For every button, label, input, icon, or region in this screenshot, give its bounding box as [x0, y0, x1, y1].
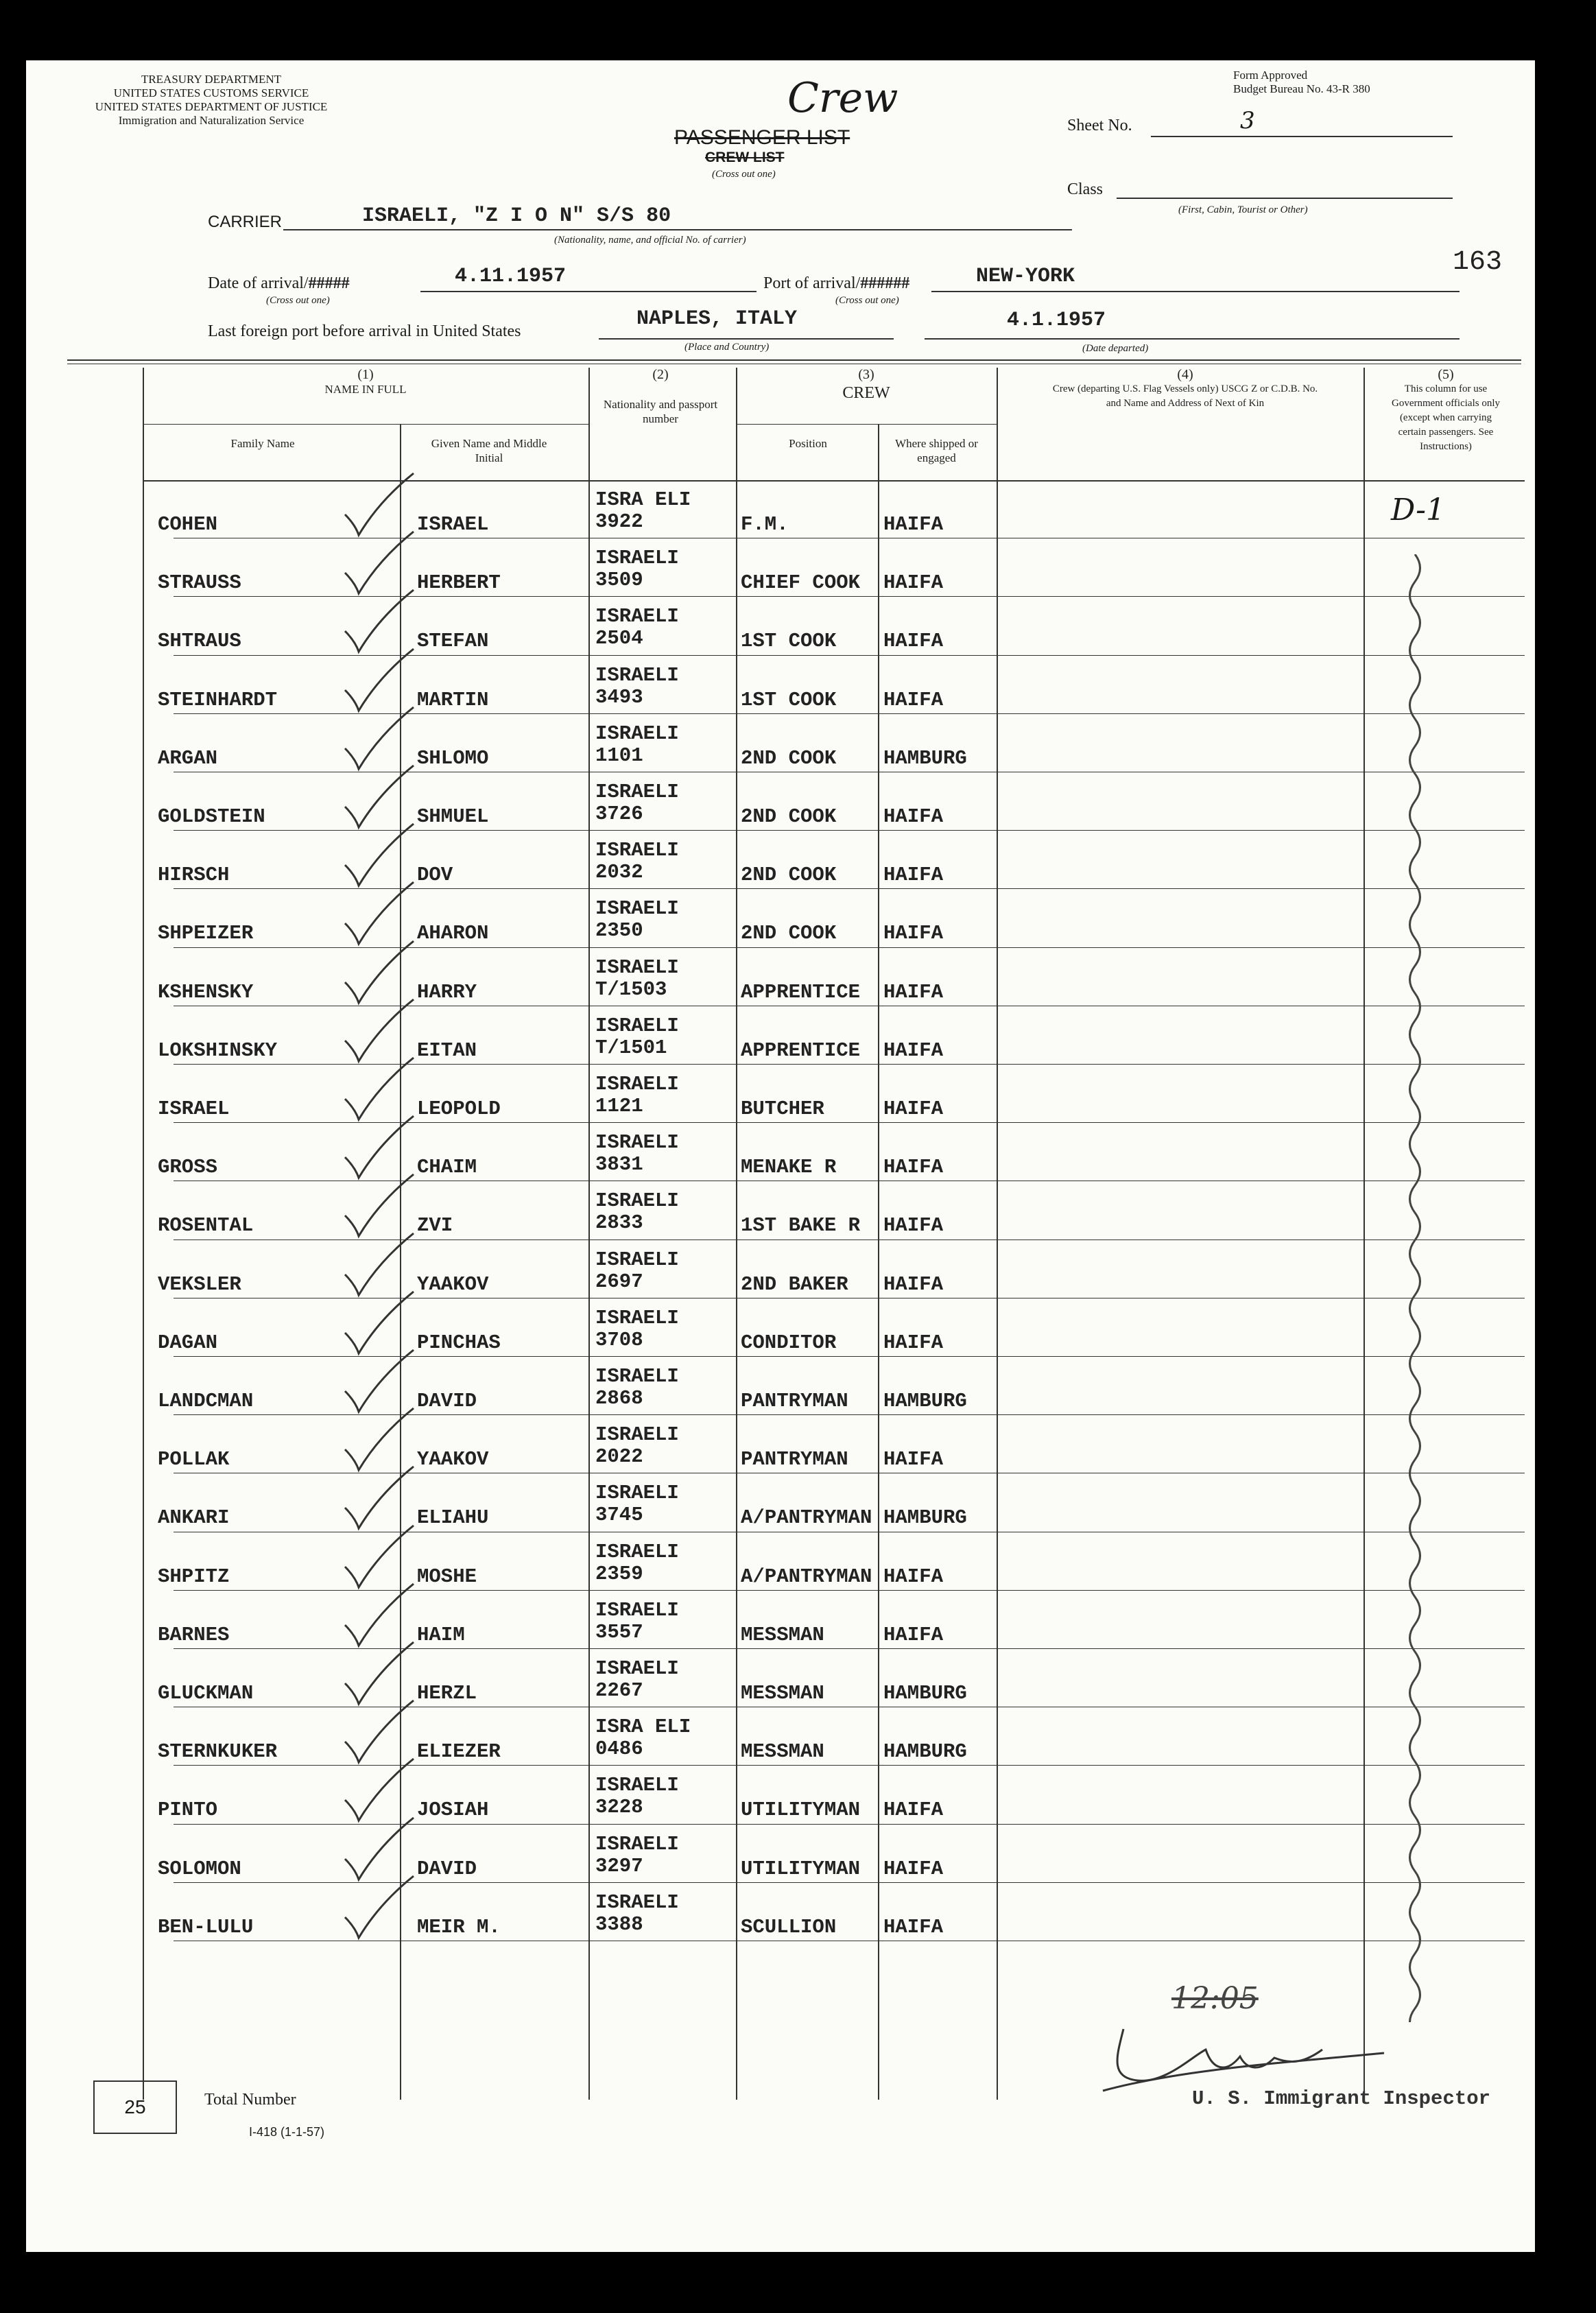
cell-family: DAGAN	[158, 1331, 218, 1354]
cell-family: SHPEIZER	[158, 922, 254, 945]
cell-where: HAIFA	[883, 1214, 944, 1237]
column5-mark: D-1	[1391, 493, 1445, 527]
cell-where: HAIFA	[883, 1857, 944, 1880]
cell-given: PINCHAS	[417, 1331, 501, 1354]
cell-position: MESSMAN	[741, 1623, 824, 1646]
check-mark	[338, 1869, 420, 1945]
crew-list-label: CREW LIST	[705, 150, 785, 165]
total-box	[93, 2080, 177, 2134]
cell-family: POLLAK	[158, 1448, 230, 1471]
col3-number: (3)	[858, 367, 874, 382]
cell-given: AHARON	[417, 922, 489, 945]
cell-passport: 2267	[595, 1679, 643, 1702]
cell-passport: 3509	[595, 569, 643, 592]
cell-position: A/PANTRYMAN	[741, 1506, 872, 1530]
cell-family: VEKSLER	[158, 1272, 241, 1296]
cell-position: MESSMAN	[741, 1682, 824, 1705]
last-port-hint: (Place and Country)	[684, 342, 770, 353]
col4-number: (4)	[1177, 367, 1193, 382]
cell-passport: 3557	[595, 1620, 643, 1644]
cell-nat: ISRAELI	[595, 1598, 679, 1622]
cell-given: ELIAHU	[417, 1506, 489, 1530]
cell-where: HAIFA	[883, 1448, 944, 1471]
cell-where: HAIFA	[883, 805, 944, 828]
where-shipped-header: Where shipped or engaged	[895, 437, 978, 464]
cell-given: CHAIM	[417, 1156, 477, 1179]
total-number-label: Total Number	[204, 2091, 296, 2109]
cell-family: GOLDSTEIN	[158, 805, 265, 828]
col3-title: CREW	[842, 384, 890, 402]
cell-where: HAIFA	[883, 864, 944, 887]
cell-family: ROSENTAL	[158, 1214, 254, 1237]
port-arrival-struck: ######	[860, 274, 910, 292]
port-arrival-value: NEW-YORK	[976, 265, 1075, 288]
cell-nat: ISRA ELI	[595, 1716, 691, 1739]
cell-given: YAAKOV	[417, 1448, 489, 1471]
cell-position: 2ND COOK	[741, 922, 837, 945]
cell-passport: 2868	[595, 1387, 643, 1410]
date-departed-hint: (Date departed)	[1082, 343, 1149, 354]
cell-nat: ISRAELI	[595, 1306, 679, 1329]
class-label: Class	[1067, 180, 1104, 198]
col1-title: NAME IN FULL	[324, 383, 407, 396]
cell-family: GROSS	[158, 1156, 218, 1179]
cell-nat: ISRAELI	[595, 1131, 679, 1154]
cell-given: HERZL	[417, 1682, 477, 1705]
cell-nat: ISRAELI	[595, 1657, 679, 1680]
cell-where: HAIFA	[883, 1272, 944, 1296]
cell-family: SHTRAUS	[158, 630, 241, 653]
cell-position: CHIEF COOK	[741, 571, 861, 595]
cell-family: COHEN	[158, 513, 218, 536]
cell-position: APPRENTICE	[741, 1039, 861, 1062]
cell-nat: ISRAELI	[595, 1248, 679, 1271]
cell-given: EITAN	[417, 1039, 477, 1062]
cell-where: HAIFA	[883, 1623, 944, 1646]
cell-family: STEINHARDT	[158, 688, 278, 711]
cell-nat: ISRAELI	[595, 956, 679, 979]
cell-given: MARTIN	[417, 688, 489, 711]
cell-given: SHLOMO	[417, 746, 489, 770]
cell-given: SHMUEL	[417, 805, 489, 828]
cell-family: PINTO	[158, 1799, 218, 1822]
cell-where: HAIFA	[883, 1565, 944, 1588]
cell-given: ISRAEL	[417, 513, 489, 536]
cell-where: HAIFA	[883, 1156, 944, 1179]
cell-nat: ISRAELI	[595, 1073, 679, 1095]
cell-passport: T/1501	[595, 1036, 667, 1059]
cell-family: LANDCMAN	[158, 1390, 254, 1412]
cell-where: HAIFA	[883, 1915, 944, 1938]
last-port-label: Last foreign port before arrival in United States	[208, 322, 521, 340]
date-arrival-struck: #####	[308, 274, 350, 292]
cell-passport: 2350	[595, 919, 643, 942]
cell-passport: 0486	[595, 1737, 643, 1761]
cell-nat: ISRA ELI	[595, 488, 691, 511]
cell-position: PANTRYMAN	[741, 1390, 848, 1412]
cell-passport: 2022	[595, 1445, 643, 1469]
cell-position: 1ST BAKE R	[741, 1214, 861, 1237]
inspector-label: U. S. Immigrant Inspector	[1192, 2087, 1491, 2110]
cell-nat: ISRAELI	[595, 1832, 679, 1855]
cell-family: ISRAEL	[158, 1098, 230, 1120]
cell-passport: 3228	[595, 1796, 643, 1819]
total-number-value: 25	[124, 2096, 146, 2118]
cell-nat: ISRAELI	[595, 839, 679, 862]
cell-given: ELIEZER	[417, 1740, 501, 1764]
cell-nat: ISRAELI	[595, 605, 679, 628]
cell-nat: ISRAELI	[595, 547, 679, 570]
cell-position: F.M.	[741, 513, 789, 536]
cell-position: 1ST COOK	[741, 630, 837, 653]
cell-passport: 3922	[595, 510, 643, 533]
cell-where: HAIFA	[883, 1331, 944, 1354]
cell-given: ZVI	[417, 1214, 453, 1237]
family-name-header: Family Name	[230, 437, 295, 450]
cell-position: MENAKE R	[741, 1156, 837, 1179]
given-name-header: Given Name and Middle Initial	[431, 437, 547, 464]
carrier-hint: (Nationality, name, and official No. of carrier)	[554, 235, 746, 246]
cross-out-hint: (Cross out one)	[712, 169, 776, 180]
struck-note: 12:05	[1171, 1981, 1259, 2016]
carrier-label: CARRIER	[208, 213, 283, 231]
cell-position: 2ND BAKER	[741, 1272, 848, 1296]
col4-title: Crew (departing U.S. Flag Vessels only) USCG Z or C.D.B. No. and Name and Address of Next of Kin	[1052, 383, 1318, 409]
cell-given: MOSHE	[417, 1565, 477, 1588]
cell-position: BUTCHER	[741, 1098, 824, 1120]
cell-given: HERBERT	[417, 571, 501, 595]
cell-family: STRAUSS	[158, 571, 241, 595]
cell-given: LEOPOLD	[417, 1098, 501, 1120]
cell-position: 2ND COOK	[741, 805, 837, 828]
cell-passport: 2833	[595, 1211, 643, 1235]
cell-passport: 2697	[595, 1270, 643, 1293]
cell-where: HAIFA	[883, 688, 944, 711]
cell-given: DAVID	[417, 1857, 477, 1880]
last-port-value: NAPLES, ITALY	[636, 307, 798, 331]
cell-where: HAMBURG	[883, 1506, 967, 1530]
cell-family: LOKSHINSKY	[158, 1039, 278, 1062]
col1-number: (1)	[357, 367, 374, 382]
crew-list-form	[26, 60, 1535, 2252]
port-arrival-hint: (Cross out one)	[835, 295, 899, 306]
cell-where: HAIFA	[883, 922, 944, 945]
date-arrival-label	[208, 274, 350, 293]
cell-given: HAIM	[417, 1623, 465, 1646]
cell-position: MESSMAN	[741, 1740, 824, 1764]
cell-family: ARGAN	[158, 746, 218, 770]
cell-position: CONDITOR	[741, 1331, 837, 1354]
cell-where: HAMBURG	[883, 1740, 967, 1764]
cell-passport: 2032	[595, 861, 643, 884]
agency-line: UNITED STATES DEPARTMENT OF JUSTICE	[95, 100, 328, 113]
cell-nat: ISRAELI	[595, 1774, 679, 1797]
cell-where: HAIFA	[883, 1098, 944, 1120]
cell-passport: 3708	[595, 1328, 643, 1351]
cell-family: SHPITZ	[158, 1565, 230, 1588]
cell-where: HAIFA	[883, 1039, 944, 1062]
cell-nat: ISRAELI	[595, 897, 679, 921]
crew-handwritten-note: Crew	[787, 74, 898, 122]
cell-where: HAIFA	[883, 513, 944, 536]
page-number: 163	[1453, 247, 1503, 278]
cell-position: UTILITYMAN	[741, 1857, 861, 1880]
cell-where: HAMBURG	[883, 1682, 967, 1705]
cell-nat: ISRAELI	[595, 1482, 679, 1505]
cell-given: HARRY	[417, 980, 477, 1004]
cell-position: A/PANTRYMAN	[741, 1565, 872, 1588]
col4-header	[1007, 368, 1363, 411]
list-title	[674, 126, 850, 150]
cell-passport: 1121	[595, 1095, 643, 1117]
cell-where: HAIFA	[883, 1799, 944, 1822]
cell-nat: ISRAELI	[595, 1014, 679, 1037]
cell-passport: 2504	[595, 627, 643, 650]
port-arrival-label-text: Port of arrival/	[763, 274, 861, 292]
col1-header	[143, 368, 588, 396]
cell-position: APPRENTICE	[741, 980, 861, 1004]
agency-line: UNITED STATES CUSTOMS SERVICE	[113, 86, 309, 99]
form-approved-block	[1233, 69, 1370, 96]
budget-bureau-text: Budget Bureau No. 43-R 380	[1233, 82, 1370, 95]
col2-number: (2)	[652, 367, 669, 382]
cell-nat: ISRAELI	[595, 1423, 679, 1447]
date-arrival-label-text: Date of arrival/	[208, 274, 309, 292]
cell-given: MEIR M.	[417, 1915, 501, 1938]
date-arrival-value: 4.11.1957	[455, 265, 567, 288]
cell-nat: ISRAELI	[595, 1540, 679, 1563]
passenger-list-struck: PASSENGER LIST	[674, 126, 850, 149]
cell-position: PANTRYMAN	[741, 1448, 848, 1471]
cell-family: BARNES	[158, 1623, 230, 1646]
cell-position: SCULLION	[741, 1915, 837, 1938]
col2-title: Nationality and passport number	[603, 398, 718, 425]
cell-nat: ISRAELI	[595, 1365, 679, 1388]
cell-family: GLUCKMAN	[158, 1682, 254, 1705]
cell-family: STERNKUKER	[158, 1740, 278, 1764]
position-header: Position	[789, 437, 827, 450]
cell-passport: 3493	[595, 685, 643, 709]
cell-position: 2ND COOK	[741, 864, 837, 887]
cell-passport: 2359	[595, 1562, 643, 1585]
cell-passport: 3831	[595, 1153, 643, 1176]
cell-position: 1ST COOK	[741, 688, 837, 711]
col5-header	[1367, 368, 1525, 454]
cell-nat: ISRAELI	[595, 781, 679, 803]
cell-family: KSHENSKY	[158, 980, 254, 1004]
form-id: I-418 (1-1-57)	[249, 2125, 325, 2139]
cell-given: YAAKOV	[417, 1272, 489, 1296]
cell-passport: 3745	[595, 1504, 643, 1527]
cell-nat: ISRAELI	[595, 663, 679, 687]
class-hint: (First, Cabin, Tourist or Other)	[1178, 204, 1308, 215]
col2-header	[588, 368, 733, 426]
cell-family: BEN-LULU	[158, 1915, 254, 1938]
cell-where: HAIFA	[883, 630, 944, 653]
cell-given: DAVID	[417, 1390, 477, 1412]
cell-passport: 3726	[595, 803, 643, 825]
inspector-signature	[1096, 2015, 1439, 2098]
cell-passport: 3297	[595, 1854, 643, 1877]
cell-where: HAMBURG	[883, 746, 967, 770]
col5-number: (5)	[1438, 367, 1454, 382]
cell-nat: ISRAELI	[595, 1189, 679, 1213]
cell-given: DOV	[417, 864, 453, 887]
form-approved-text: Form Approved	[1233, 69, 1308, 82]
cell-passport: T/1503	[595, 977, 667, 1001]
cell-given: JOSIAH	[417, 1799, 489, 1822]
wavy-line-mark	[1394, 554, 1436, 2022]
cell-where: HAIFA	[883, 980, 944, 1004]
cell-passport: 3388	[595, 1912, 643, 1936]
cell-where: HAIFA	[883, 571, 944, 595]
agency-line: TREASURY DEPARTMENT	[141, 73, 282, 86]
cell-family: HIRSCH	[158, 864, 230, 887]
cell-family: ANKARI	[158, 1506, 230, 1530]
agency-block	[67, 73, 355, 128]
cell-position: 2ND COOK	[741, 746, 837, 770]
cell-where: HAMBURG	[883, 1390, 967, 1412]
carrier-value: ISRAELI, "Z I O N" S/S 80	[362, 204, 671, 228]
col5-title: This column for use Government officials only (except when carrying certain passengers. See Instructions)	[1391, 383, 1501, 452]
cell-nat: ISRAELI	[595, 722, 679, 745]
agency-line: Immigration and Naturalization Service	[118, 114, 305, 127]
port-arrival-label	[763, 274, 909, 293]
cell-given: STEFAN	[417, 630, 489, 653]
cell-family: SOLOMON	[158, 1857, 241, 1880]
cell-nat: ISRAELI	[595, 1890, 679, 1914]
date-departed-value: 4.1.1957	[1007, 309, 1106, 332]
col3-header	[739, 368, 993, 401]
sheet-number: 3	[1240, 107, 1255, 134]
cell-position: UTILITYMAN	[741, 1799, 861, 1822]
date-arrival-hint: (Cross out one)	[266, 295, 330, 306]
sheet-label: Sheet No.	[1067, 117, 1132, 134]
cell-passport: 1101	[595, 744, 643, 767]
